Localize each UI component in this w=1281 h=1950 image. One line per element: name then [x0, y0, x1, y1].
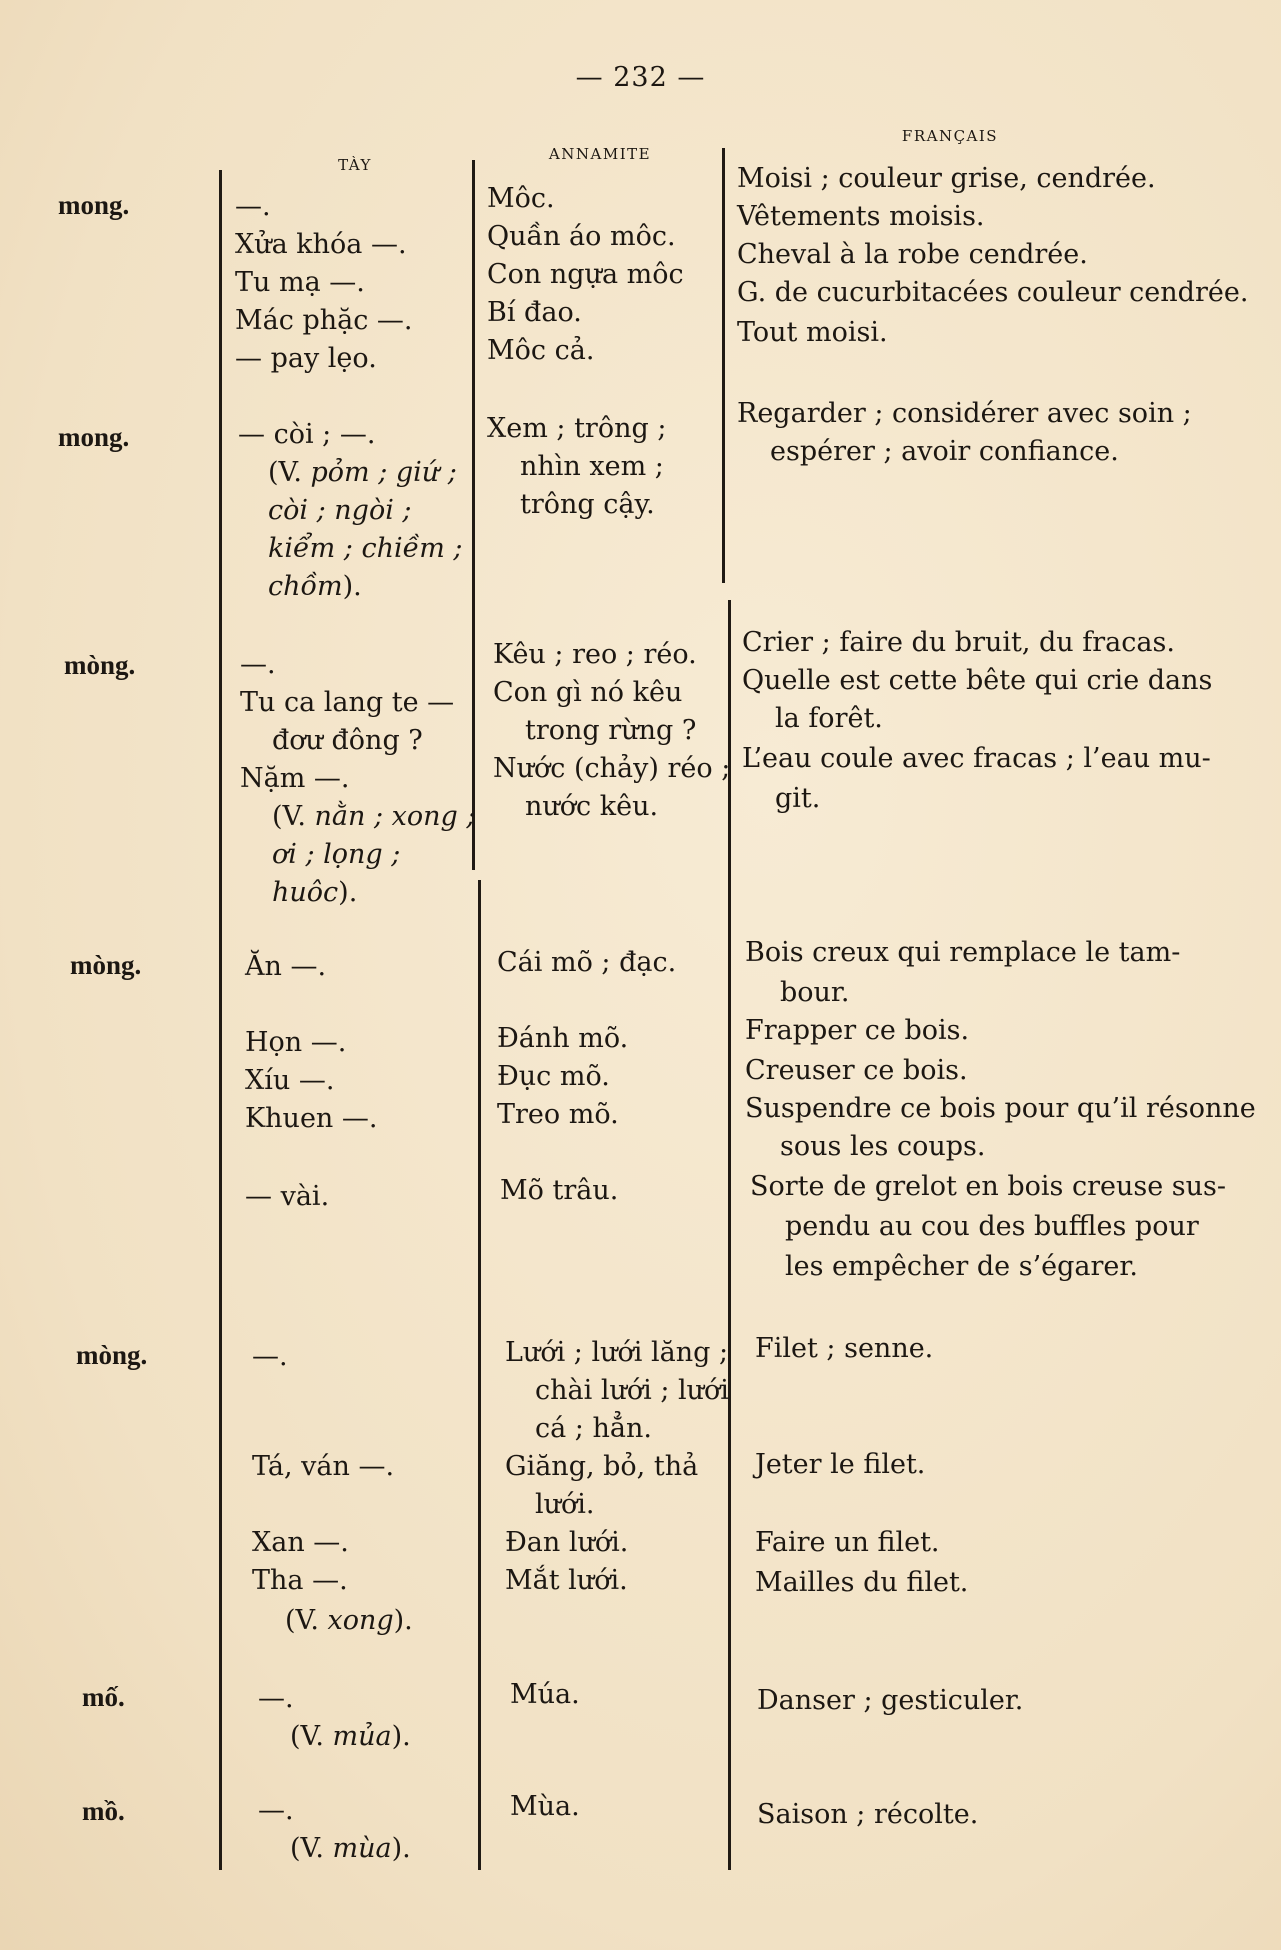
tay-line: huôc).	[272, 877, 358, 908]
tay-line: —.	[240, 649, 276, 680]
headword: mòng.	[70, 950, 142, 980]
tay-line: Xan —.	[252, 1527, 349, 1558]
francais-line: Regarder ; considérer avec soin ;	[737, 398, 1192, 429]
tay-line: Khuen —.	[245, 1103, 378, 1134]
annamite-line: Giăng, bỏ, thả	[505, 1451, 699, 1482]
tay-line: —.	[235, 191, 271, 222]
annamite-line: Lưới ; lưới lăng ;	[505, 1337, 729, 1368]
francais-line: Bois creux qui remplace le tam-	[745, 937, 1181, 968]
column-rule-middle-lower	[478, 880, 481, 1870]
annamite-line: Nước (chảy) réo ;	[493, 753, 731, 784]
annamite-line: trong rừng ?	[525, 715, 697, 746]
francais-line: sous les coups.	[780, 1131, 986, 1162]
francais-line: espérer ; avoir confiance.	[770, 436, 1119, 467]
francais-line: Vêtements moisis.	[737, 201, 985, 232]
column-header-annamite: ANNAMITE	[548, 145, 652, 163]
annamite-line: Môc.	[487, 183, 555, 214]
annamite-line: Đan lưới.	[505, 1527, 629, 1558]
tay-line: — vài.	[245, 1181, 330, 1212]
tay-line: Tu ca lang te —	[240, 687, 455, 718]
annamite-line: Môc cả.	[487, 335, 595, 366]
headword: mồ.	[82, 1796, 125, 1826]
annamite-line: Đánh mõ.	[497, 1023, 629, 1054]
francais-line: la forêt.	[775, 703, 883, 734]
francais-line: Sorte de grelot en bois creuse sus-	[750, 1171, 1227, 1202]
page-number: — 232 —	[575, 62, 706, 93]
francais-line: Filet ; senne.	[755, 1333, 934, 1364]
tay-line: —.	[252, 1341, 288, 1372]
headword: mố.	[82, 1682, 125, 1712]
annamite-line: Bí đao.	[487, 297, 582, 328]
annamite-line: Quần áo môc.	[487, 221, 676, 252]
tay-line: ơi ; lọng ;	[272, 839, 401, 870]
francais-line: Jeter le filet.	[755, 1449, 926, 1480]
tay-line: (V. nằn ; xong ;	[272, 801, 476, 832]
tay-line: (V. mùa).	[290, 1833, 411, 1864]
tay-line: —.	[258, 1795, 294, 1826]
tay-line: Ăn —.	[245, 951, 327, 982]
annamite-line: Mắt lưới.	[505, 1565, 628, 1596]
tay-line: — pay lẹo.	[235, 343, 377, 374]
francais-line: Tout moisi.	[737, 317, 888, 348]
tay-line: — còi ; —.	[238, 419, 376, 450]
annamite-line: nhìn xem ;	[520, 451, 664, 482]
tay-line: Nặm —.	[240, 763, 350, 794]
annamite-line: lưới.	[535, 1489, 595, 1520]
francais-line: Frapper ce bois.	[745, 1015, 970, 1046]
francais-line: git.	[775, 783, 821, 814]
tay-line: chồm).	[268, 571, 362, 602]
francais-line: bour.	[780, 977, 850, 1008]
column-rule-left	[219, 170, 222, 1870]
annamite-line: Cái mõ ; đạc.	[497, 947, 677, 978]
annamite-line: Kêu ; reo ; réo.	[493, 639, 697, 670]
tay-line: kiểm ; chiềm ;	[268, 533, 463, 564]
annamite-line: Xem ; trông ;	[487, 413, 667, 444]
annamite-line: Mùa.	[510, 1791, 580, 1822]
annamite-line: Mõ trâu.	[500, 1175, 619, 1206]
tay-line: Tha —.	[252, 1565, 348, 1596]
annamite-line: trông cậy.	[520, 489, 655, 520]
headword: mòng.	[76, 1340, 148, 1370]
tay-line: Mác phặc —.	[235, 305, 413, 336]
francais-line: Saison ; récolte.	[757, 1799, 979, 1830]
column-rule-right-lower	[728, 600, 731, 1870]
annamite-line: nước kêu.	[525, 791, 659, 822]
tay-line: (V. pỏm ; giứ ;	[268, 457, 457, 488]
tay-line: (V. xong).	[285, 1605, 413, 1636]
headword: mong.	[58, 422, 130, 452]
tay-line: —.	[258, 1683, 294, 1714]
annamite-line: Đục mõ.	[497, 1061, 610, 1092]
annamite-line: chài lưới ; lưới	[535, 1375, 729, 1406]
tay-line: Xửa khóa —.	[235, 229, 407, 260]
column-rule-middle-upper	[472, 160, 475, 870]
annamite-line: Con gì nó kêu	[493, 677, 683, 708]
francais-line: Crier ; faire du bruit, du fracas.	[742, 627, 1175, 658]
tay-line: Họn —.	[245, 1027, 347, 1058]
francais-line: Faire un filet.	[755, 1527, 940, 1558]
tay-line: Tu mạ —.	[235, 267, 365, 298]
column-rule-right-upper	[722, 148, 725, 583]
francais-line: G. de cucurbitacées couleur cendrée.	[737, 277, 1249, 308]
headword: mong.	[58, 190, 130, 220]
francais-line: Suspendre ce bois pour qu’il résonne	[745, 1093, 1256, 1124]
francais-line: Creuser ce bois.	[745, 1055, 968, 1086]
tay-line: còi ; ngòi ;	[268, 495, 412, 526]
annamite-line: Con ngựa môc	[487, 259, 684, 290]
tay-line: Tá, ván —.	[252, 1451, 395, 1482]
headword: mòng.	[64, 650, 136, 680]
tay-line: đơư đông ?	[272, 725, 423, 756]
francais-line: pendu au cou des buffles pour	[785, 1211, 1199, 1242]
column-header-francais: FRANÇAIS	[901, 127, 999, 145]
francais-line: Mailles du filet.	[755, 1567, 969, 1598]
francais-line: L’eau coule avec fracas ; l’eau mu-	[742, 743, 1211, 774]
francais-line: les empêcher de s’égarer.	[785, 1251, 1138, 1282]
francais-line: Moisi ; couleur grise, cendrée.	[737, 163, 1156, 194]
tay-line: Xíu —.	[245, 1065, 335, 1096]
francais-line: Cheval à la robe cendrée.	[737, 239, 1088, 270]
tay-line: (V. mủa).	[290, 1721, 411, 1752]
francais-line: Danser ; gesticuler.	[757, 1685, 1024, 1716]
annamite-line: Treo mõ.	[497, 1099, 619, 1130]
francais-line: Quelle est cette bête qui crie dans	[742, 665, 1213, 696]
annamite-line: cá ; hẳn.	[535, 1413, 652, 1444]
column-header-tay: TÀY	[338, 156, 372, 174]
annamite-line: Múa.	[510, 1679, 580, 1710]
